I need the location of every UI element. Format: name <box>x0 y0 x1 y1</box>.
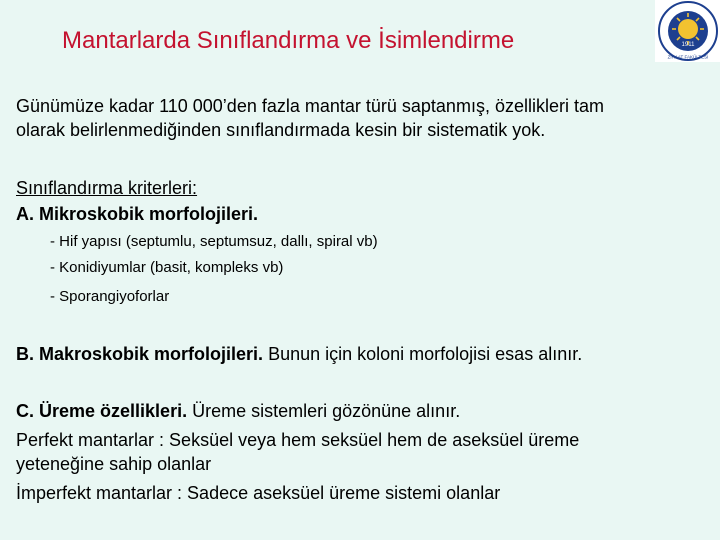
criterion-b-label: B. Makroskobik morfolojileri. <box>16 344 264 364</box>
criteria-heading: Sınıflandırma kriterleri: <box>16 178 198 198</box>
intro-line-1: Günümüze kadar 110 000’den fazla mantar türü saptanmış, özellikleri tam <box>16 96 604 116</box>
perfekt-line-2: yeteneğine sahip olanlar <box>16 454 212 474</box>
criterion-b <box>16 343 582 365</box>
criterion-a-label: A. Mikroskobik morfolojileri. <box>16 204 259 224</box>
logo-text: ZİRAAT FAKÜLTESİ <box>667 54 709 60</box>
logo-year: 1911 <box>681 42 695 48</box>
criterion-c <box>16 400 460 422</box>
criterion-c-text: Üreme sistemleri gözönüne alınır. <box>187 401 461 421</box>
university-logo <box>655 0 720 62</box>
criterion-c-label: C. Üreme özellikleri. <box>16 401 188 421</box>
perfekt-line-1: Perfekt mantarlar : Seksüel veya hem seksüel hem de aseksüel üreme <box>16 430 580 450</box>
criterion-a-item: - Hif yapısı (septumlu, septumsuz, dallı, spiral vb) <box>50 233 378 250</box>
criterion-a-item: - Konidiyumlar (basit, kompleks vb) <box>50 259 284 276</box>
slide-title: Mantarlarda Sınıflandırma ve İsimlendirme <box>62 27 515 54</box>
intro-line-2: olarak belirlenmediğinden sınıflandırmada kesin bir sistematik yok. <box>16 120 546 140</box>
criterion-b-text: Bunun için koloni morfolojisi esas alınır. <box>263 344 583 364</box>
imperfekt-line: İmperfekt mantarlar : Sadece aseksüel üreme sistemi olanlar <box>16 483 501 503</box>
criterion-a-item: - Sporangiyoforlar <box>50 288 170 305</box>
